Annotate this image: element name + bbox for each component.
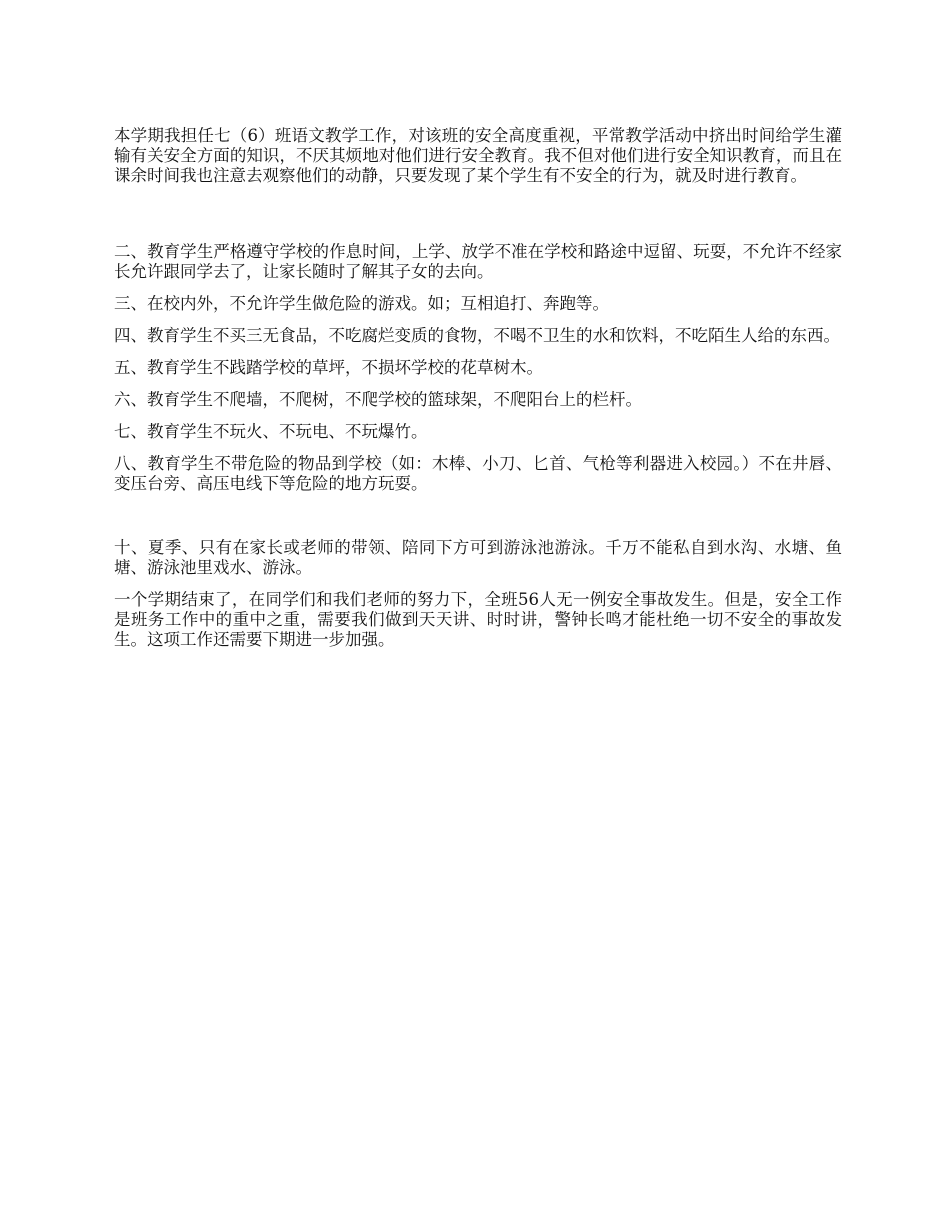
document-body <box>114 126 842 662</box>
item-two-paragraph: 二、教育学生严格遵守学校的作息时间，上学、放学不准在学校和路途中逗留、玩耍，不允许不经家长允许跟同学去了，让家长随时了解其子女的去向。 <box>114 242 842 281</box>
conclusion-paragraph: 一个学期结束了，在同学们和我们老师的努力下，全班56人无一例安全事故发生。但是，安全工作是班务工作中的重中之重，需要我们做到天天讲、时时讲，警钟长鸣才能杜绝一切不安全的事故发生。这项工作还需要下期进一步加强。 <box>114 590 842 649</box>
item-seven-paragraph: 七、教育学生不玩火、不玩电、不玩爆竹。 <box>114 422 428 441</box>
item-six-paragraph: 六、教育学生不爬墙，不爬树，不爬学校的篮球架，不爬阳台上的栏杆。 <box>114 390 642 409</box>
item-three-paragraph: 三、在校内外，不允许学生做危险的游戏。如；互相追打、奔跑等。 <box>114 294 609 313</box>
item-five-paragraph: 五、教育学生不践踏学校的草坪，不损坏学校的花草树木。 <box>114 358 543 377</box>
item-four-paragraph: 四、教育学生不买三无食品，不吃腐烂变质的食物，不喝不卫生的水和饮料，不吃陌生人给的东西。 <box>114 326 840 345</box>
item-eight-paragraph: 八、教育学生不带危险的物品到学校（如：木棒、小刀、匕首、气枪等利器进入校园。）不在井唇、变压台旁、高压电线下等危险的地方玩耍。 <box>114 454 842 493</box>
item-ten-paragraph: 十、夏季、只有在家长或老师的带领、陪同下方可到游泳池游泳。千万不能私自到水沟、水塘、鱼塘、游泳池里戏水、游泳。 <box>114 538 842 577</box>
intro-paragraph: 本学期我担任七（6）班语文教学工作，对该班的安全高度重视，平常教学活动中挤出时间给学生灌输有关安全方面的知识，不厌其烦地对他们进行安全教育。我不但对他们进行安全知识教育，而且在课余时间我也注意去观察他们的动静，只要发现了某个学生有不安全的行为，就及时进行教育。 <box>114 126 842 185</box>
